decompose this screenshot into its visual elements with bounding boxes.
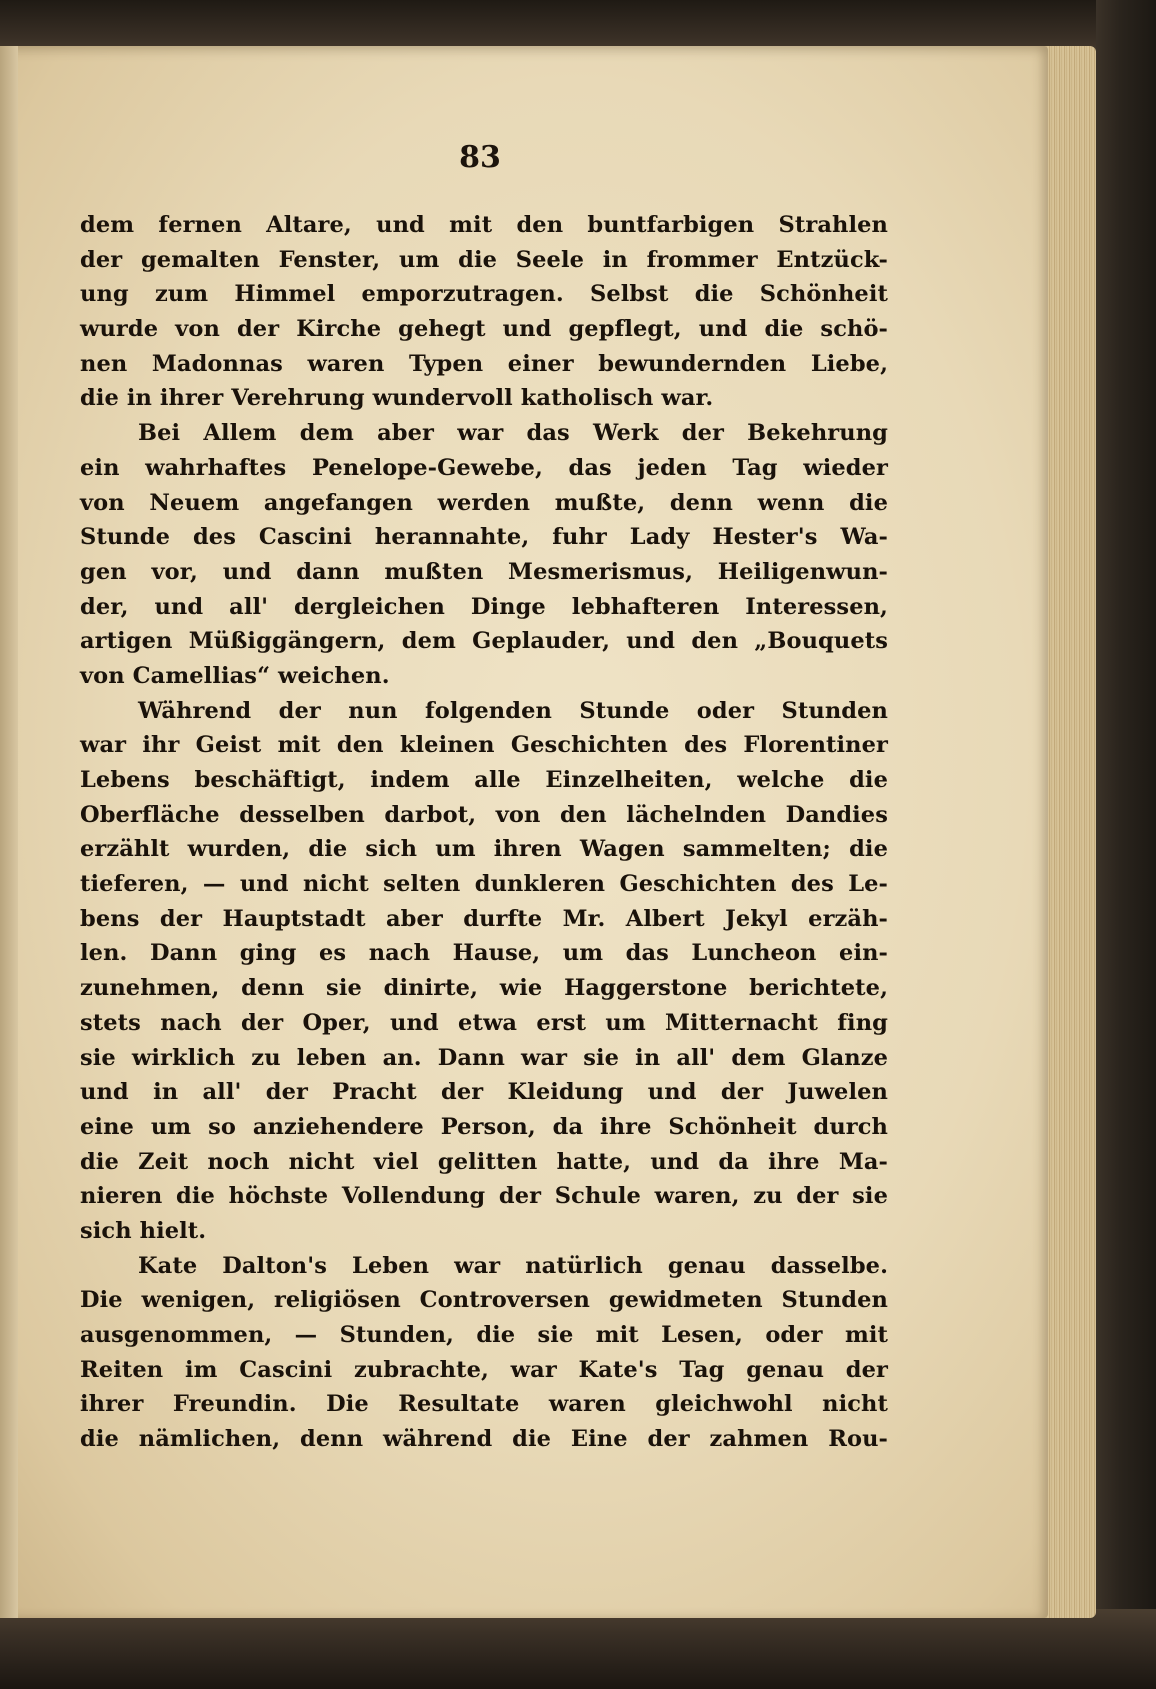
text-line: Stunde des Cascini herannahte, fuhr Lady Hester's Wa- (80, 524, 888, 551)
text-line: Während der nun folgenden Stunde oder Stunden (138, 697, 888, 724)
text-line: Oberfläche desselben darbot, von den lächelnden Dandies (80, 801, 888, 828)
text-line: und in all' der Pracht der Kleidung und der Juwelen (80, 1079, 888, 1106)
previous-page-edge (0, 46, 18, 1618)
text-line: sich hielt. (80, 1217, 207, 1244)
text-line: der gemalten Fenster, um die Seele in frommer Entzück- (80, 246, 888, 273)
text-line: die nämlichen, denn während die Eine der zahmen Rou- (80, 1426, 888, 1453)
text-line: stets nach der Oper, und etwa erst um Mitternacht fing (80, 1009, 888, 1036)
text-line: ausgenommen, — Stunden, die sie mit Lesen, oder mit (80, 1322, 888, 1348)
book-cover-bottom (0, 1609, 1156, 1689)
body-text (80, 208, 888, 1457)
text-line: ihrer Freundin. Die Resultate waren gleichwohl nicht (80, 1391, 888, 1418)
text-line: ein wahrhaftes Penelope-Gewebe, das jeden Tag wieder (80, 454, 888, 481)
text-line: eine um so anziehendere Person, da ihre Schönheit durch (80, 1113, 888, 1140)
text-line: sie wirklich zu leben an. Dann war sie in all' dem Glanze (80, 1044, 888, 1071)
text-line: nieren die höchste Vollendung der Schule waren, zu der sie (80, 1183, 888, 1210)
text-line: Reiten im Cascini zubrachte, war Kate's Tag genau der (80, 1356, 888, 1383)
text-line: von Neuem angefangen werden mußte, denn wenn die (80, 489, 888, 516)
text-line: bens der Hauptstadt aber durfte Mr. Albert Jekyl erzäh- (80, 905, 888, 932)
text-line: nen Madonnas waren Typen einer bewundernden Liebe, (80, 350, 888, 377)
text-line: gen vor, und dann mußten Mesmerismus, Heiligenwun- (80, 558, 888, 585)
text-line: Die wenigen, religiösen Controversen gewidmeten Stunden (80, 1287, 888, 1314)
text-line: Lebens beschäftigt, indem alle Einzelheiten, welche die (80, 767, 888, 793)
text-line: artigen Müßiggängern, dem Geplauder, und den „Bouquets (80, 628, 888, 655)
text-line: von Camellias“ weichen. (80, 662, 390, 689)
text-line: war ihr Geist mit den kleinen Geschichten des Florentiner (80, 732, 888, 759)
text-line: die Zeit noch nicht viel gelitten hatte, und da ihre Ma- (80, 1148, 888, 1175)
text-line: wurde von der Kirche gehegt und gepflegt, und die schö- (80, 316, 888, 343)
text-line: dem fernen Altare, und mit den buntfarbigen Strahlen (80, 212, 888, 238)
text-line: tieferen, — und nicht selten dunkleren Geschichten des Le- (80, 871, 888, 898)
text-line: der, und all' dergleichen Dinge lebhafteren Interessen, (80, 593, 888, 620)
text-line: ung zum Himmel emporzutragen. Selbst die Schönheit (80, 281, 888, 308)
text-line: len. Dann ging es nach Hause, um das Luncheon ein- (80, 940, 888, 967)
page-edges (1040, 46, 1096, 1618)
page-number: 83 (459, 140, 501, 175)
text-line: zunehmen, denn sie dinirte, wie Haggerstone berichtete, (80, 975, 888, 1002)
book-cover-right (1096, 0, 1156, 1689)
text-line: Bei Allem dem aber war das Werk der Bekehrung (138, 420, 888, 447)
text-line: die in ihrer Verehrung wundervoll katholisch war. (80, 385, 714, 412)
text-line: erzählt wurden, die sich um ihren Wagen sammelten; die (80, 836, 888, 863)
text-line: Kate Dalton's Leben war natürlich genau dasselbe. (138, 1252, 888, 1279)
